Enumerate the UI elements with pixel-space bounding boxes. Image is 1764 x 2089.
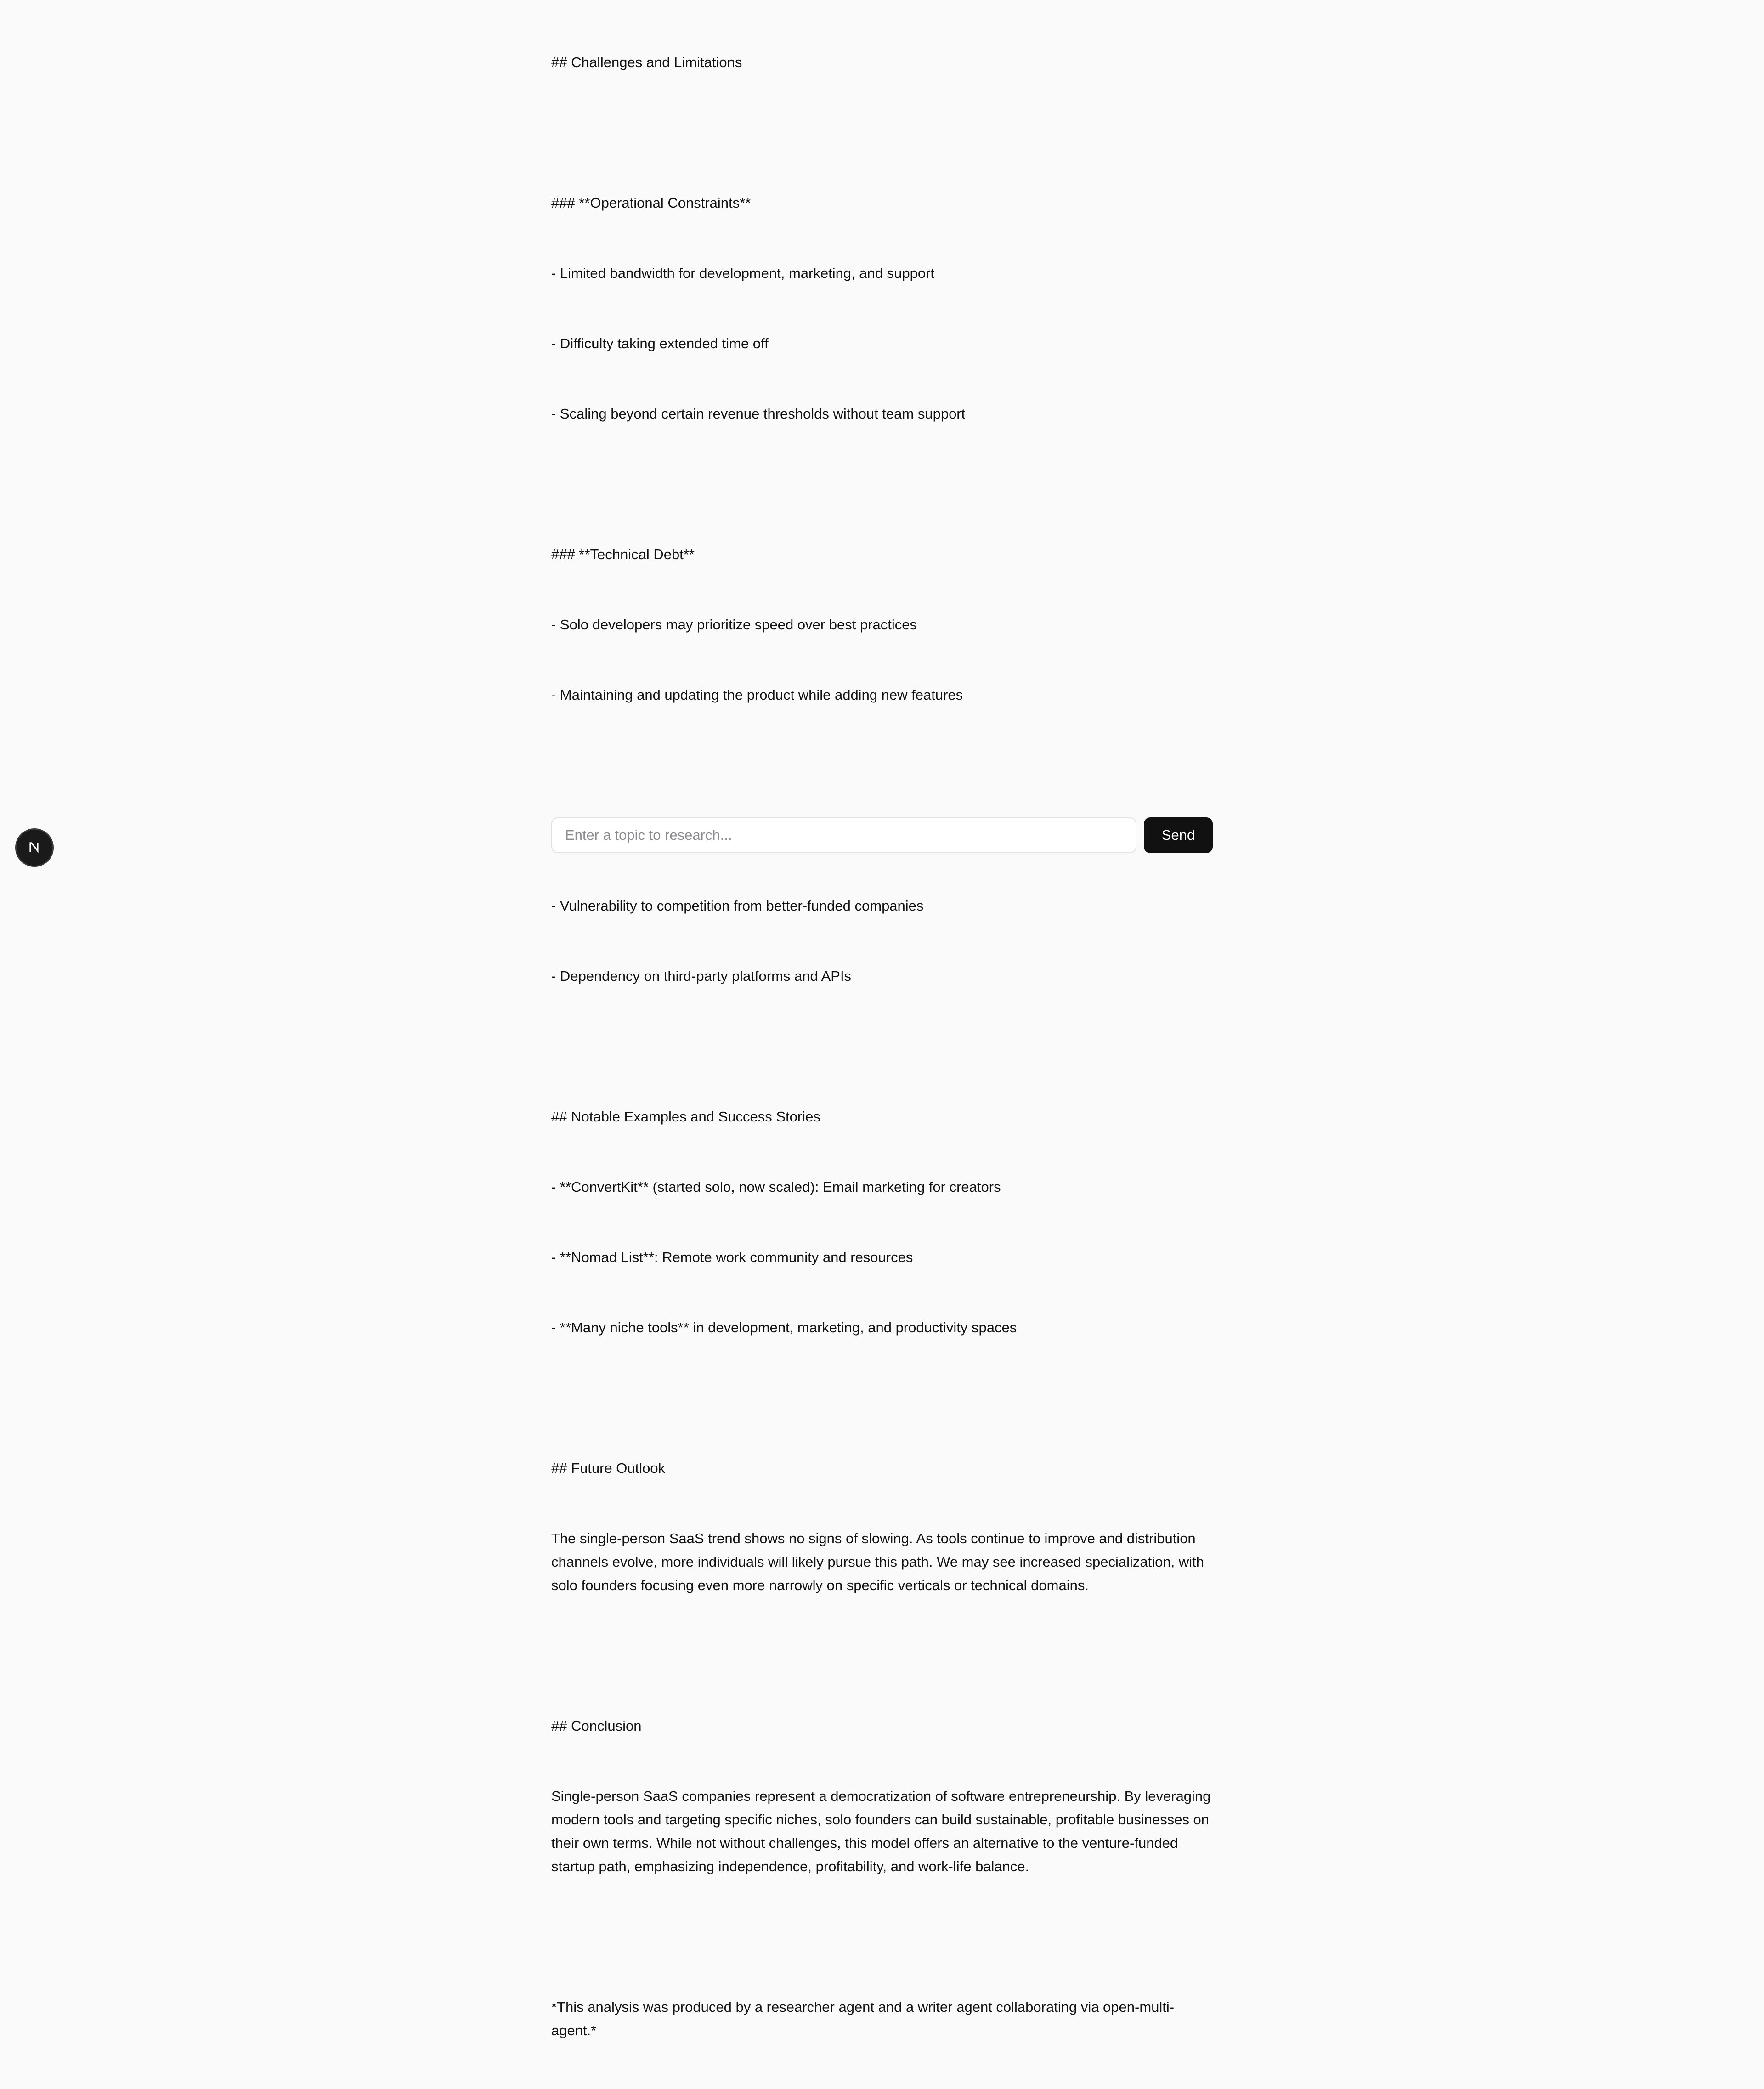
report-line: - Maintaining and updating the product while adding new features (551, 687, 963, 703)
send-button[interactable]: Send (1144, 817, 1213, 853)
report-line: ### **Operational Constraints** (551, 195, 751, 211)
report-line (551, 121, 1213, 144)
report-output (551, 4, 1213, 2089)
nextjs-logo-icon (25, 838, 44, 857)
report-line (551, 1925, 1213, 1948)
nextjs-dev-badge[interactable] (17, 830, 52, 866)
report-line: - Limited bandwidth for development, marketing, and support (551, 265, 935, 281)
report-line: Single-person SaaS companies represent a democratization of software entrepreneurship. By leveraging modern tools and targeting specific niches, solo founders can build sustainable, profitable businesses on their own terms. While not without challenges, this model offers an alternative to the venture-funded startup path, emphasizing independence, profitability, and work-life balance. (551, 1788, 1215, 1874)
report-line: *This analysis was produced by a researcher agent and a writer agent collaborating via open-multi-agent.* (551, 1999, 1175, 2038)
report-line: ## Notable Examples and Success Stories (551, 1109, 820, 1125)
report-line: - Solo developers may prioritize speed over best practices (551, 617, 917, 633)
report-line: - **ConvertKit** (started solo, now scaled): Email marketing for creators (551, 1179, 1001, 1195)
report-line (551, 753, 1213, 777)
report-line (551, 1386, 1213, 1410)
report-line: ### **Technical Debt** (551, 546, 695, 562)
report-line: ## Future Outlook (551, 1460, 666, 1476)
topic-input[interactable] (551, 817, 1136, 853)
report-line (551, 1035, 1213, 1058)
report-line: - Scaling beyond certain revenue thresholds without team support (551, 406, 966, 422)
research-composer (551, 817, 1213, 853)
report-line: - Difficulty taking extended time off (551, 335, 769, 351)
report-line (551, 472, 1213, 496)
report-line (551, 1644, 1213, 1667)
report-line: ## Conclusion (551, 1718, 642, 1734)
report-line: ## Challenges and Limitations (551, 54, 742, 70)
report-line: The single-person SaaS trend shows no signs of slowing. As tools continue to improve and distribution channels evolve, more individuals will likely pursue this path. We may see increased specialization, with solo founders focusing even more narrowly on specific verticals or technical domains. (551, 1530, 1208, 1593)
report-line: - **Many niche tools** in development, marketing, and productivity spaces (551, 1319, 1017, 1336)
report-line: - Dependency on third-party platforms and APIs (551, 968, 852, 984)
report-line: - **Nomad List**: Remote work community and resources (551, 1249, 913, 1265)
report-line: - Vulnerability to competition from better-funded companies (551, 898, 924, 914)
